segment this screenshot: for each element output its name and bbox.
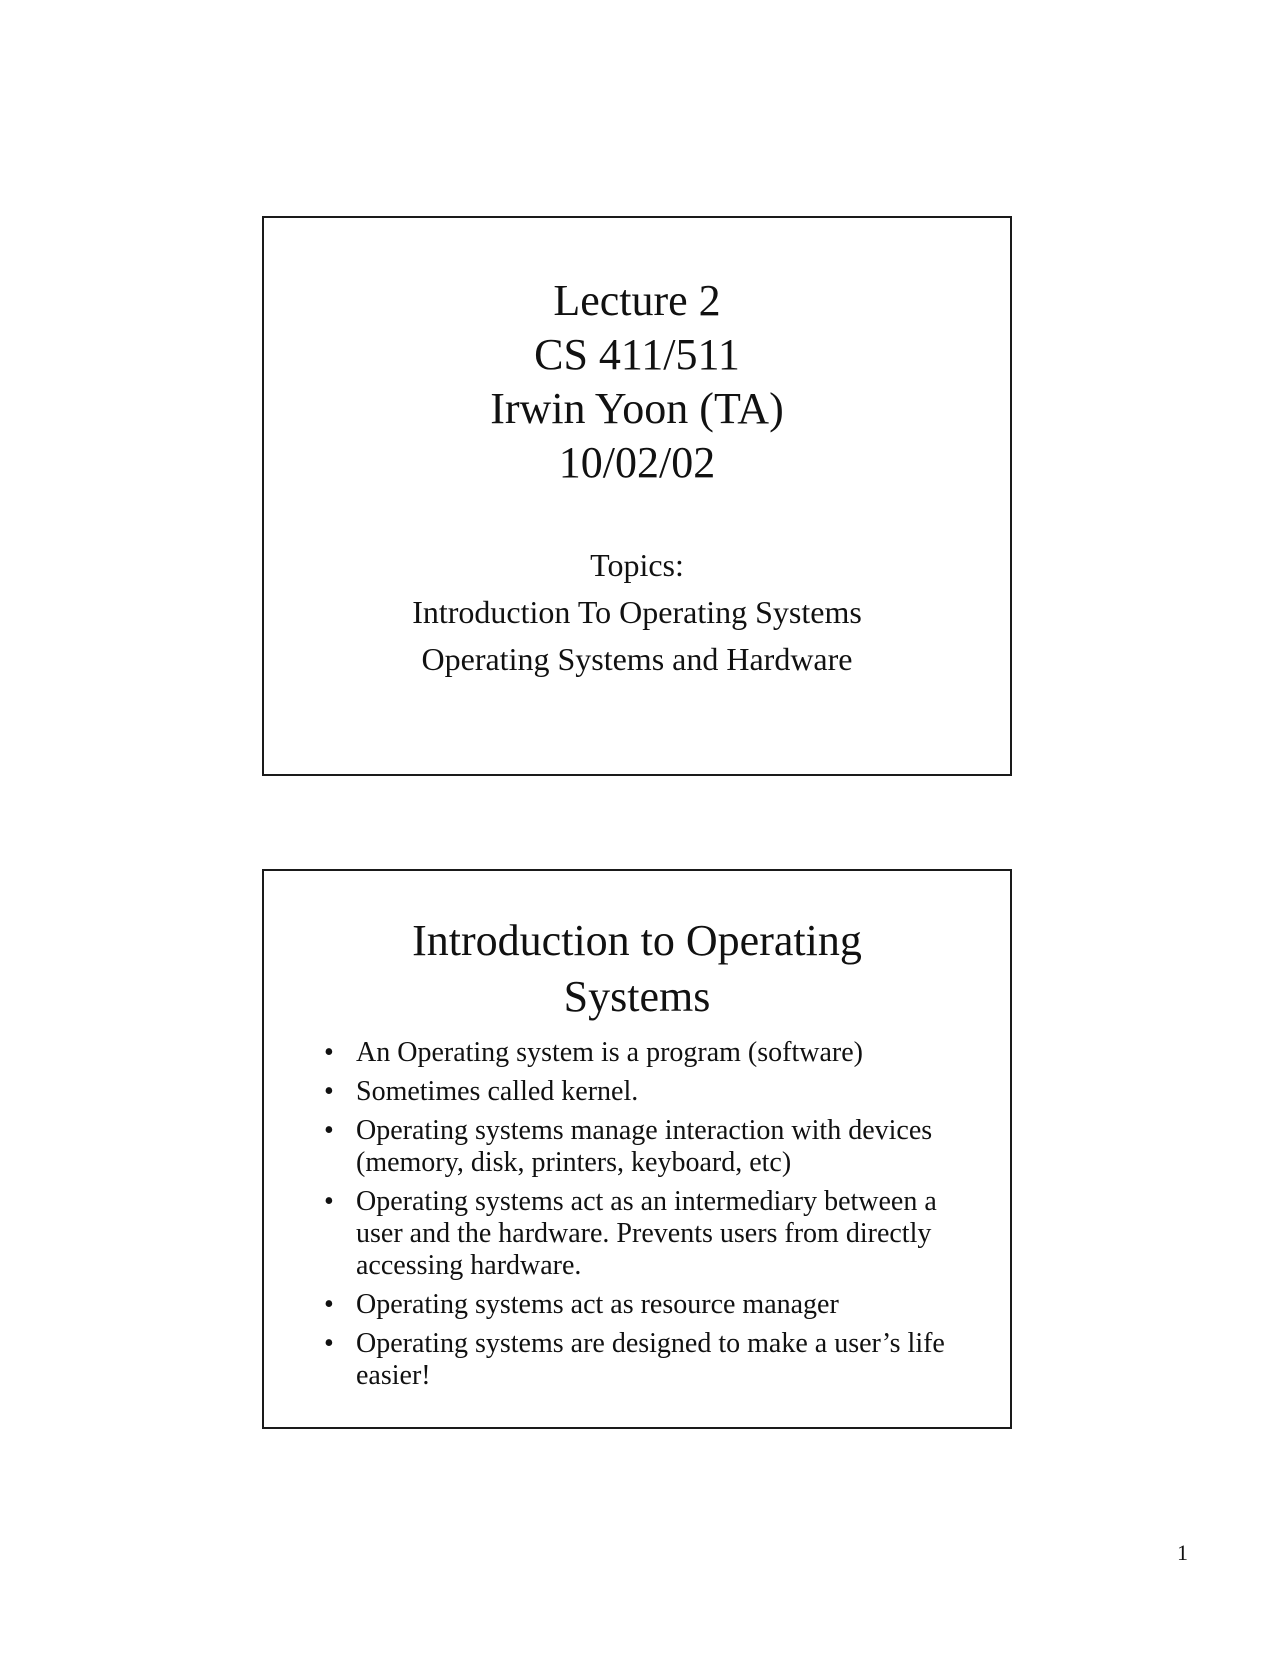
bullet-dot-icon: •	[324, 1076, 334, 1107]
bullet-item	[324, 1328, 964, 1392]
bullet-dot-icon: •	[324, 1289, 334, 1320]
bullet-item	[324, 1076, 964, 1108]
slide-lecture-title	[262, 216, 1012, 776]
bullet-list	[324, 1037, 964, 1399]
page-number: 1	[1177, 1540, 1188, 1565]
course-code: CS 411/511	[534, 330, 740, 379]
bullet-text: Operating systems are designed to make a user’s life easier!	[356, 1328, 945, 1391]
bullet-dot-icon: •	[324, 1115, 334, 1146]
slide-title	[264, 913, 1010, 1025]
bullet-dot-icon: •	[324, 1186, 334, 1217]
bullet-text: Operating systems act as an intermediary between a user and the hardware. Prevents users from directly accessing hardware.	[356, 1186, 937, 1281]
bullet-text: An Operating system is a program (software)	[356, 1037, 863, 1068]
bullet-item	[324, 1037, 964, 1069]
topic-item: Operating Systems and Hardware	[421, 641, 853, 677]
slide-intro-os	[262, 869, 1012, 1429]
slide-title-block	[264, 274, 1010, 490]
presenter-name: Irwin Yoon (TA)	[490, 384, 784, 433]
bullet-item	[324, 1186, 964, 1282]
bullet-text: Operating systems act as resource manager	[356, 1289, 839, 1320]
bullet-item	[324, 1115, 964, 1179]
slide-title-line: Introduction to Operating	[412, 916, 862, 965]
bullet-item	[324, 1289, 964, 1321]
lecture-date: 10/02/02	[558, 438, 716, 487]
bullet-dot-icon: •	[324, 1037, 334, 1068]
topics-heading: Topics:	[590, 547, 684, 583]
slide-title-line: Systems	[563, 972, 711, 1021]
bullet-dot-icon: •	[324, 1328, 334, 1359]
lecture-number: Lecture 2	[553, 276, 721, 325]
bullet-text: Sometimes called kernel.	[356, 1076, 639, 1107]
topics-block	[264, 542, 1010, 683]
topic-item: Introduction To Operating Systems	[412, 594, 862, 630]
bullet-text: Operating systems manage interaction with devices (memory, disk, printers, keyboard, etc)	[356, 1115, 933, 1178]
